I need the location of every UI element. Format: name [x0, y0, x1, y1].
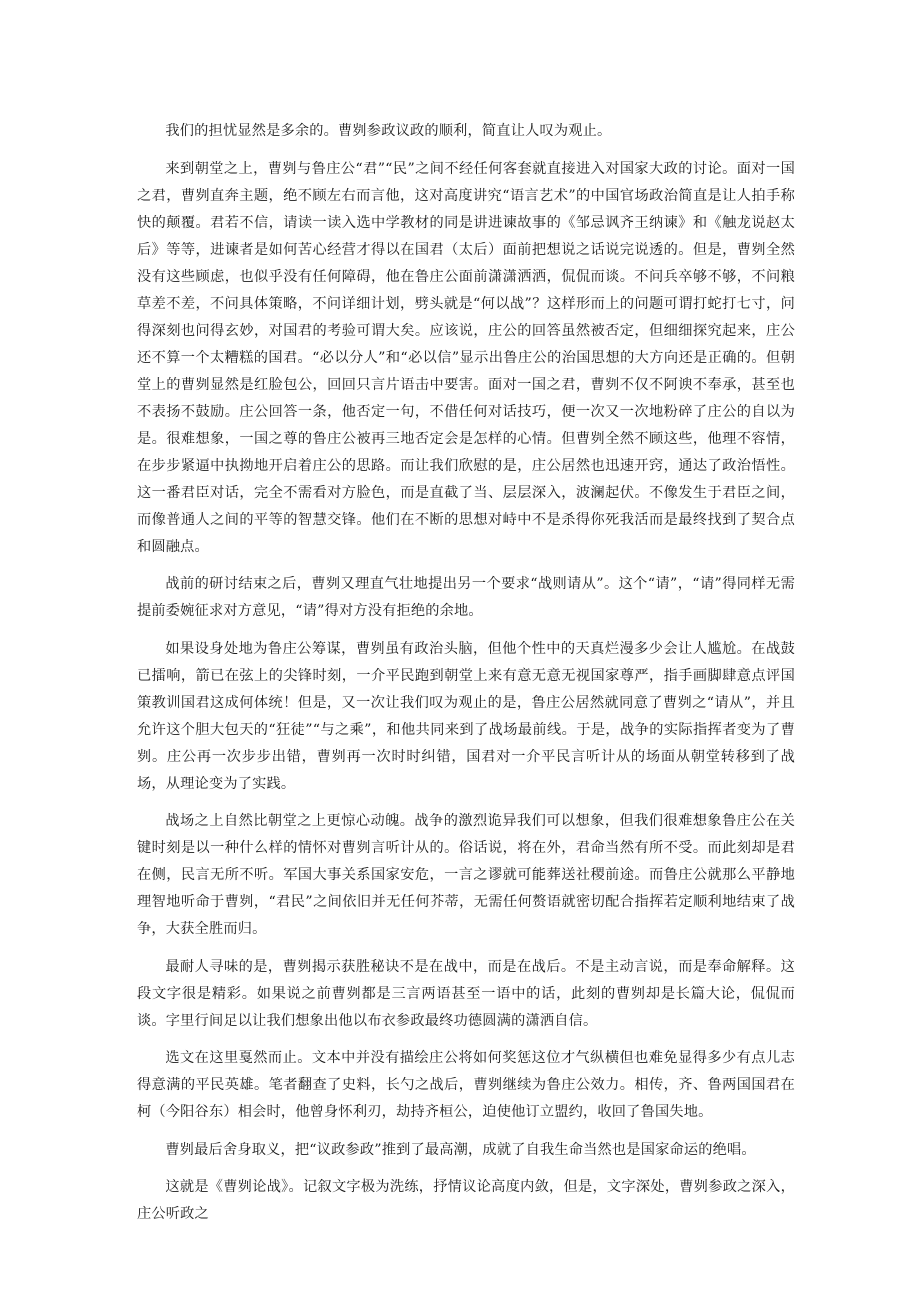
paragraph: 选文在这里戛然而止。文本中并没有描绘庄公将如何奖惩这位才气纵横但也难免显得多少有点儿志得意满的平民英雄。笔者翻查了史料，长勺之战后，曹刿继续为鲁庄公效力。相传，齐、鲁两国国君在柯（今阳谷东）相会时，他曾身怀利刃，劫持齐桓公，迫使他订立盟约，收回了鲁国失地。: [137, 1050, 795, 1120]
paragraph: 如果设身处地为鲁庄公筹谋，曹刿虽有政治头脑，但他个性中的天真烂漫多少会让人尴尬。在战鼓已擂响，箭已在弦上的尖锋时刻，一介平民跑到朝堂上来有意无意无视国家尊严，指手画脚肆意点评国策教训国君这成何体统！但是，又一次让我们叹为观止的是，鲁庄公居然就同意了曹刿之“请从”，并且允许这个胆大包天的“狂徒”“与之乘”，和他共同来到了战场最前线。于是，战争的实际指挥者变为了曹刿。庄公再一次步步出错，曹刿再一次时时纠错，国君对一介平民言听计从的场面从朝堂转移到了战场，从理论变为了实践。: [137, 640, 795, 792]
paragraph: 战场之上自然比朝堂之上更惊心动魄。战争的激烈诡异我们可以想象，但我们很难想象鲁庄公在关键时刻是以一种什么样的情怀对曹刿言听计从的。俗话说，将在外，君命当然有所不受。而此刻却是君在侧，民言无所不听。军国大事关系国家安危，一言之谬就可能葬送社稷前途。而鲁庄公就那么平静地理智地听命于曹刿，“君民”之间依旧并无任何芥蒂，无需任何赘语就密切配合指挥若定顺利地结束了战争，大获全胜而归。: [137, 813, 795, 937]
document-body: [137, 118, 795, 1239]
paragraph: 我们的担忧显然是多余的。曹刿参政议政的顺利，简直让人叹为观止。: [165, 123, 612, 139]
paragraph: 曹刿最后舍身取义，把“议政参政”推到了最高潮，成就了自我生命当然也是国家命运的绝唱。: [165, 1141, 756, 1158]
paragraph: 来到朝堂之上，曹刿与鲁庄公“君”“民”之间不经任何客套就直接进入对国家大政的讨论。面对一国之君，曹刿直奔主题，绝不顾左右而言他，这对高度讲究“语言艺术”的中国官场政治简直是让人拍手称快的颠覆。君若不信，请读一读入选中学教材的同是讲进谏故事的《邹忌讽齐王纳谏》和《触龙说赵太后》等等，进谏者是如何苦心经营才得以在国君（太后）面前把想说之话说完说透的。但是，曹刿全然没有这些顾虑，也似乎没有任何障碍，他在鲁庄公面前潇潇洒洒，侃侃而谈。不问兵卒够不够，不问粮草差不差，不问具体策略，不问详细计划，劈头就是“何以战”？这样形而上的问题可谓打蛇打七寸，问得深刻也问得玄妙，对国君的考验可谓大矣。应该说，庄公的回答虽然被否定，但细细探究起来，庄公还不算一个太糟糕的国君。“必以分人”和“必以信”显示出鲁庄公的治国思想的大方向还是正确的。但朝堂上的曹刿显然是红脸包公，回回只言片语击中要害。面对一国之君，曹刿不仅不阿谀不奉承，甚至也不表扬不鼓励。庄公回答一条，他否定一句，不借任何对话技巧，便一次又一次地粉碎了庄公的自以为是。很难想象，一国之尊的鲁庄公被再三地否定会是怎样的心情。但曹刿全然不顾这些，他理不容情，在步步紧逼中执拗地开启着庄公的思路。而让我们欣慰的是，庄公居然也迅速开窍，通达了政治悟性。这一番君臣对话，完全不需看对方脸色，而是直截了当、层层深入，波澜起伏。不像发生于君臣之间，而像普通人之间的平等的智慧交锋。他们在不断的思想对峙中不是杀得你死我活而是最终找到了契合点和圆融点。: [137, 160, 795, 555]
paragraph: 战前的研讨结束之后，曹刿又理直气壮地提出另一个要求“战则请从”。这个“请”，“请”得同样无需提前委婉征求对方意见，“请”得对方没有拒绝的余地。: [137, 576, 795, 619]
paragraph: 这就是《曹刿论战》。记叙文字极为洗练，抒情议论高度内敛，但是，文字深处，曹刿参政之深入，庄公听政之: [137, 1179, 795, 1222]
paragraph: 最耐人寻味的是，曹刿揭示获胜秘诀不是在战中，而是在战后。不是主动言说，而是奉命解释。这段文字很是精彩。如果说之前曹刿都是三言两语甚至一语中的话，此刻的曹刿却是长篇大论，侃侃而谈。字里行间足以让我们想象出他以布衣参政最终功德圆满的潇洒自信。: [137, 958, 795, 1029]
